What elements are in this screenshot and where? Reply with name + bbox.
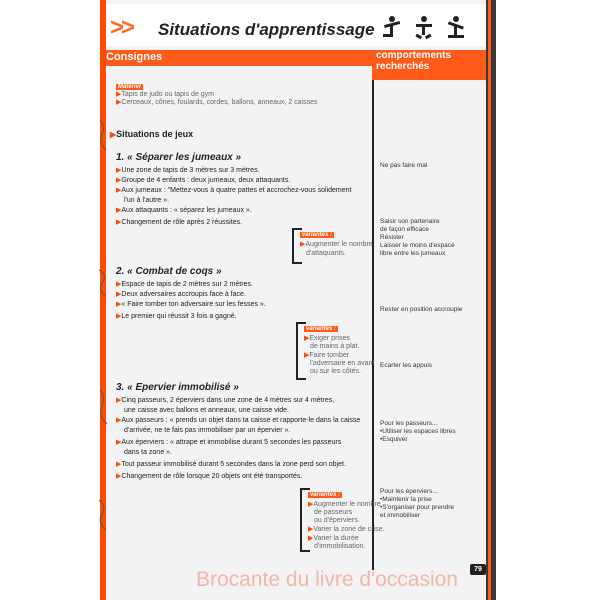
- s1-variante-2: d'attaquants.: [306, 250, 346, 257]
- s2-variante-1: ▶Exiger prises: [304, 335, 350, 342]
- column-divider: [372, 80, 374, 570]
- s2-line-4: ▶Le premier qui réussit 3 fois a gagné.: [116, 313, 237, 320]
- s1-line-2: ▶Groupe de 4 enfants : deux jumeaux, deux attaquants.: [116, 177, 291, 184]
- page-title: Situations d'apprentissage: [158, 20, 375, 39]
- s3-line-4: d'arrivée, ne te fais pas immobiliser par un épervier ».: [124, 427, 291, 434]
- s3-line-6: dans ta zone ».: [124, 449, 172, 456]
- s2-variante-3: ▶Faire tomber: [304, 352, 350, 359]
- s2-variante-4: l'adversaire en avant: [310, 360, 375, 367]
- s3-variantes-bracket: [300, 488, 302, 552]
- situation-1-title: 1. « Séparer les jumeaux »: [116, 152, 242, 163]
- s2-comp-a: Rester en position accroupie: [380, 306, 463, 313]
- s1-comp-b-4: Laisser le moins d'espace: [380, 242, 455, 249]
- situations-heading: ▶Situations de jeux: [110, 129, 194, 139]
- s3-comp-a-3: •Esquiver: [380, 436, 408, 443]
- s3-line-3: ▶Aux passeurs : « prends un objet dans ta caisse et rapporte-le dans la caisse: [116, 417, 361, 424]
- s1-variante-1: ▶Augmenter le nombre: [300, 241, 373, 248]
- s2-variante-5: ou sur les côtés.: [310, 368, 361, 375]
- page-number: 79: [470, 564, 486, 575]
- watermark: Brocante du livre d'occasion: [196, 568, 458, 591]
- s1-variantes-bracket: [292, 228, 294, 264]
- s1-line-1: ▶Une zone de tapis de 3 mètres sur 3 mètres.: [116, 167, 260, 174]
- page-right-edge: [486, 0, 496, 600]
- s2-variantes-label: variantes :: [306, 326, 337, 332]
- materiel-line-2: ▶Cerceaux, cônes, foulards, cordes, ballons, anneaux, 2 caisses: [116, 99, 318, 106]
- situation-3-title: 3. « Epervier immobilisé »: [116, 382, 239, 393]
- chevrons-icon: >>: [110, 14, 133, 41]
- s3-comp-b-4: et immobiliser: [380, 512, 421, 519]
- s3-comp-a-1: Pour les passeurs...: [380, 420, 438, 427]
- situation-2-title: 2. « Combat de coqs »: [116, 266, 222, 277]
- s1-comp-b-2: de façon efficace: [380, 226, 430, 233]
- s3-variantes-label: variantes :: [310, 492, 341, 498]
- margin-sketch-illustration: [96, 100, 110, 600]
- s3-variante-6: d'immobilisation.: [314, 543, 366, 550]
- s2-variante-2: de mains à plat.: [310, 343, 360, 350]
- s1-line-4: l'un à l'autre ».: [124, 197, 170, 204]
- consignes-column-label: Consignes: [106, 51, 163, 63]
- s3-line-7: ▶Tout passeur immobilisé durant 5 secondes dans la zone perd son objet.: [116, 461, 346, 468]
- s1-variantes-label: variantes :: [302, 232, 333, 238]
- s3-comp-b-3: •S'organiser pour prendre: [380, 504, 454, 511]
- s3-variante-2: de passeurs: [314, 509, 353, 516]
- s1-line-5: ▶Aux attaquants : « séparez les jumeaux ».: [116, 207, 252, 214]
- s3-variante-3: ou d'éperviers.: [314, 517, 360, 524]
- s1-line-6: ▶Changement de rôle après 2 réussites.: [116, 219, 243, 226]
- s3-line-8: ▶Changement de rôle lorsque 20 objets ont été transportés.: [116, 473, 303, 480]
- s2-line-3: ▶« Faire tomber ton adversaire sur les fesses ».: [116, 301, 266, 308]
- s3-variante-1: ▶Augmenter le nombre: [308, 501, 381, 508]
- s3-variante-4: ▶Varier la zone de crise.: [308, 526, 385, 533]
- s3-comp-b-2: •Maintenir la prise: [380, 496, 432, 503]
- materiel-line-1: ▶Tapis de judo ou tapis de gym: [116, 91, 215, 98]
- s3-comp-b-1: Pour les éperviers...: [380, 488, 438, 495]
- s3-comp-a-2: •Utiliser les espaces libres: [380, 428, 456, 435]
- s1-comp-b-1: Saisir son partenaire: [380, 218, 440, 225]
- s2-comp-b: Ecarter les appuis: [380, 362, 433, 369]
- s3-line-2: une caisse avec ballons et anneaux, une caisse vide.: [124, 407, 289, 414]
- s2-variantes-bracket: [296, 322, 298, 380]
- s3-line-1: ▶Cinq passeurs, 2 éperviers dans une zone de 4 mètres sur 4 mètres,: [116, 397, 335, 404]
- s1-comp-b-5: libre entre les jumeaux: [380, 250, 446, 257]
- s2-line-1: ▶Espace de tapis de 2 mètres sur 2 mètres.: [116, 281, 253, 288]
- athletes-pictogram-icon: [378, 14, 474, 42]
- materiel-label: Matériel: [118, 84, 141, 90]
- s2-line-2: ▶Deux adversaires accroupis face à face.: [116, 291, 246, 298]
- s3-line-5: ▶Aux éperviers : « attrape et immobilise durant 5 secondes les passeurs: [116, 439, 342, 446]
- s1-comp-a: Ne pas faire mal: [380, 162, 428, 169]
- s1-line-3: ▶Aux jumeaux : "Mettez-vous à quatre pattes et accrochez-vous solidement: [116, 187, 352, 194]
- s3-variante-5: ▶Varier la durée: [308, 535, 359, 542]
- s1-comp-b-3: Résister: [380, 234, 404, 241]
- comportements-column-label: comportements recherchés: [376, 50, 452, 72]
